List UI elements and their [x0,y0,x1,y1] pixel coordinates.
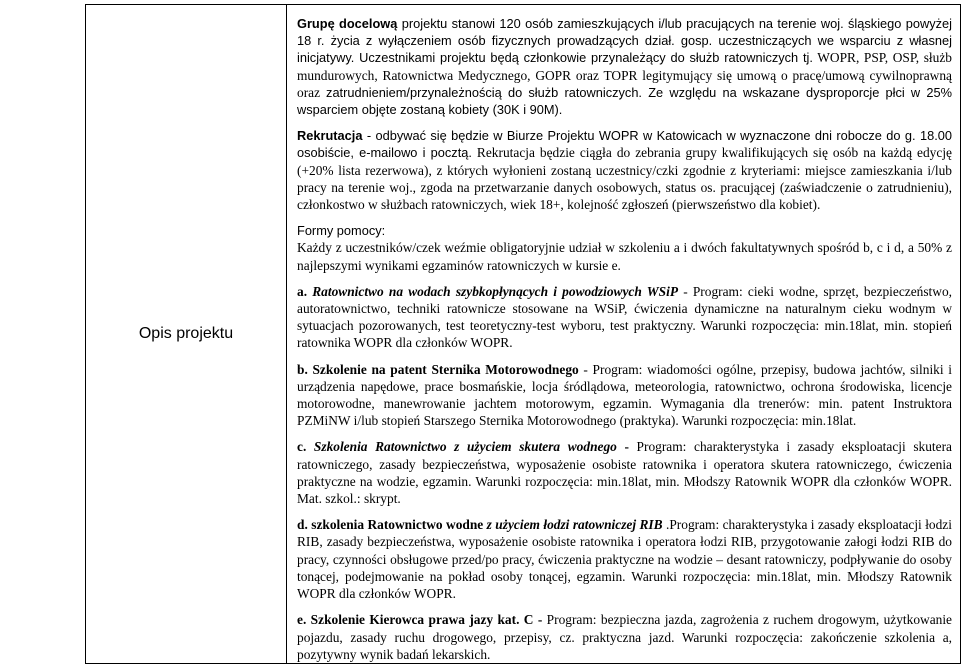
target-group-text-4: Ze względu na wskazane dysproporcje płci w 25% wsparciem objęte zostaną kobiety (30K i 90M). [297,84,952,118]
course-d-prefix: d. [297,517,312,533]
project-table [85,4,961,664]
course-a [297,283,952,352]
recruitment-text-3: Rekrutacja będzie ciągła do zebrania grupy kwalifikujących się osób na każdą edycję (+20% lista rezerwowa), z których wyłonieni zostaną uczestnicy/czki zgodnie z kryteriami: miejsce zamieszkania i/lub pracy na terenie woj., zgoda na przetwarzanie danych osobowych, status os. pracującej (zaświadczenie o zatrudnieniu), członkostwo w służbach ratowniczych, wiek 18+, kolejność zgłoszeń (pierwszeństwo dla kobiet). [297,145,952,213]
recruitment-text-2: osobiście, e-mailowo i pocztą. [297,145,472,161]
course-c-text: Program: charakterystyka i zasady eksploatacji skutera ratowniczego, zasady bezpieczeństwa, wyposażenie osobiste ratownika i operatora skutera ratowniczego, ćwiczenia praktyczne na wodzie, egzamin. Warunki rozpoczęcia: min.18lat, min. Młodszy Ratownik WOPR dla członków WOPR. Mat. szkol.: skrypt. [297,439,952,507]
course-c-prefix: c. [297,439,314,455]
course-a-title: Ratownictwo na wodach szybkopłynących i powodziowych WSiP [312,283,678,299]
course-d-title-2: z użyciem łodzi ratowniczej RIB [486,517,663,533]
recruitment-heading: Rekrutacja [297,128,363,144]
course-c-title-3: - [616,439,637,455]
forms-text: Każdy z uczestników/czek weźmie obligatoryjnie udział w szkoleniu a i dwóch fakultatywnych spośród b, c i d, a 50% z najlepszymi wynikami egzaminów ratowniczych w kursie e. [297,240,952,273]
forms-heading: Formy pomocy: [297,223,386,239]
course-b [297,361,952,430]
content-cell [287,5,961,664]
course-e-text: Program: bezpieczna jazda, zagrożenia z ruchem drogowym, użytkowanie pojazdu, zasady ruchu drogowego, przepisy, cz. praktyczna jazd. Warunki rozpoczęcia: zakończenie szkolenia a, pozytywny wynik badań lekarskich. [297,612,952,662]
course-e [297,611,952,663]
course-c [297,438,952,507]
target-group-text-2: WOPR, PSP, OSP, służb mundurowych, Ratownictwa Medycznego, GOPR oraz TOPR legitymujący się umową o pracę/umową cywilnoprawną oraz [297,50,952,100]
course-d-text: .Program: charakterystyka i zasady eksploatacji łodzi RIB, zasady bezpieczeństwa, wyposażenie osobiste ratownika i operatora łodzi RIB, przygotowanie załogi łodzi RIB do pracy, czynności obsługowe przed/po pracy, ćwiczenia praktyczne na wodzie – desant ratowniczy, podpływanie do osoby tonącej, podejmowanie na pokład osoby tonącej, egzamin. Warunki rozpoczęcia: min.18lat, min. Młodszy Ratownik WOPR dla członków WOPR. [297,517,952,602]
recruitment-text-1: - odbywać się będzie w Biurze Projektu WOPR w Katowicach w wyznaczone dni robocze do g. 18.00 [362,128,952,144]
course-b-text: - Program: wiadomości ogólne, przepisy, budowa jachtów, silniki i urządzenia napędowe, prace bosmańskie, locja śródlądowa, meteorologia, ratownictwo, ochrona środowiska, licencje motorowodne, manewrowanie jachtem motorowym, egzamin. Wymagania dla trenerów: min. patent Instruktora PZMiNW i/lub stopień Starszego Sternika Motorowodnego (praktyka). Warunki rozpoczęcia: min.18lat. [297,361,952,429]
course-c-title-2: użyciem skutera wodnego [466,439,617,455]
content-body [287,5,960,663]
target-group-paragraph [297,15,952,118]
course-b-prefix: b. [297,361,313,377]
target-group-text-3: zatrudnieniem/przynależnością do służb ratowniczych. [326,84,642,100]
course-e-title: Szkolenie Kierowca prawa jazy kat. C - [310,612,543,628]
target-group-text-1: projektu stanowi 120 osób zamieszkujących i/lub pracujących na terenie woj. śląskiego powyżej 18 r. życia z wyłączeniem osób fizycznych prowadzących dział. gosp. uczestniczących we wsparciu z własnej inicjatywy. Uczestnikami projektu będą członkowie przynależący do służb ratowniczych tj. [297,16,952,66]
course-e-prefix: e. [297,612,311,628]
course-a-prefix: a. [297,283,313,299]
side-label: Opis projektu [138,324,234,342]
course-d-title-1: szkolenia Ratownictwo wodne [311,517,487,533]
course-c-title-1: Szkolenia Ratownictwo z [313,439,467,455]
target-group-heading: Grupę docelową [297,16,398,31]
course-b-title: Szkolenie na patent Sternika Motorowodnego [312,361,579,377]
course-a-text: - Program: cieki wodne, sprzęt, bezpieczeństwo, autoratownictwo, techniki ratownicze stosowane na WSiP, ćwiczenia dynamiczne na naturalnym cieku wodnym w sytuacjach pozorowanych, test teoretyczny-test wyboru, test praktyczny. Warunki rozpoczęcia: min.18lat, min. stopień ratownika WOPR dla członków WOPR. [297,283,952,351]
course-d [297,516,952,602]
label-cell [86,5,287,664]
recruitment-paragraph [297,127,952,213]
